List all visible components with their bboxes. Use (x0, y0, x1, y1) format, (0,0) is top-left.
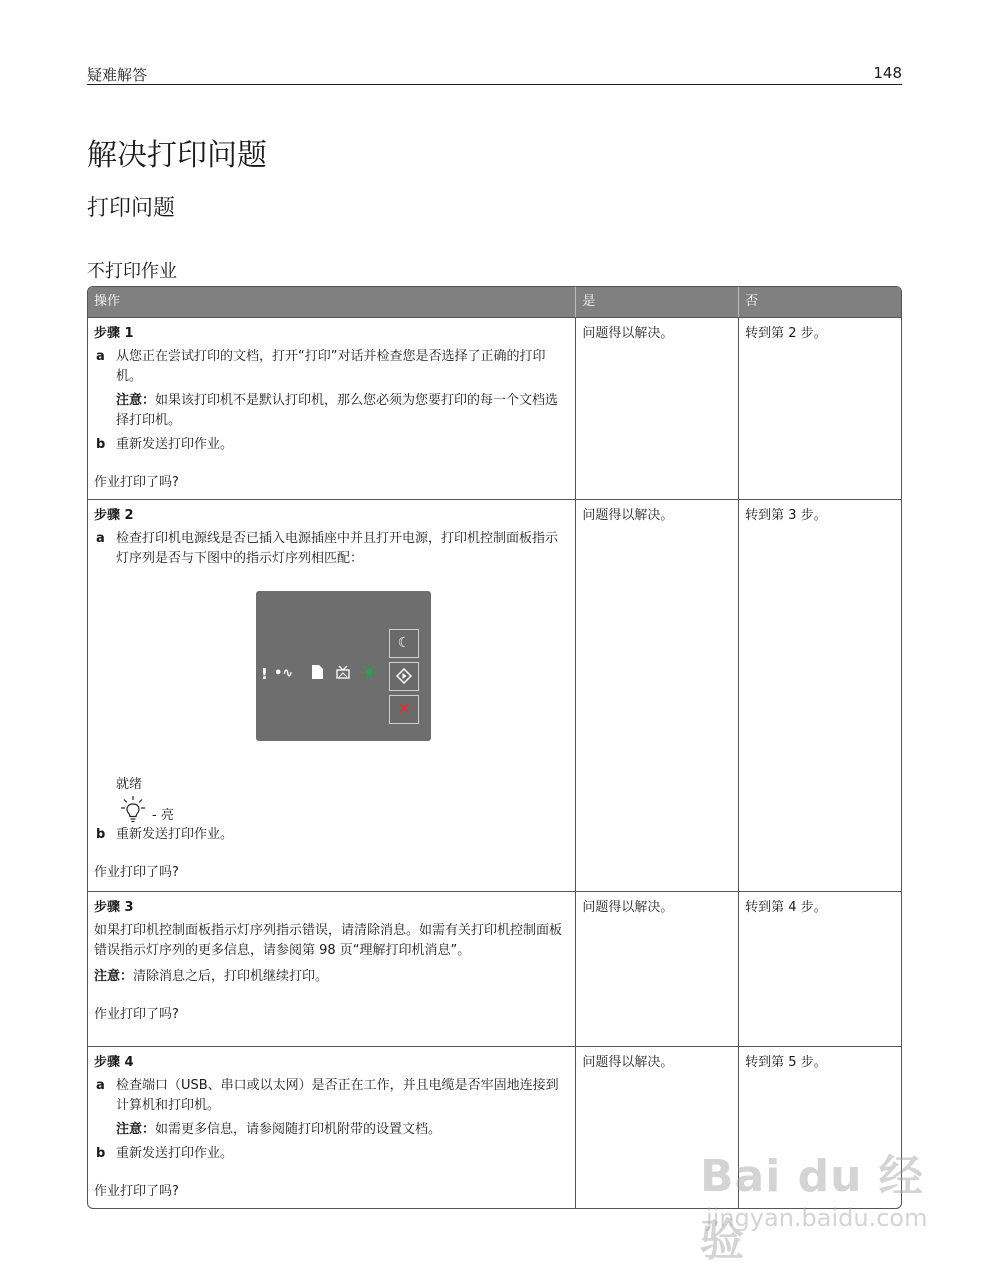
item-letter: b (96, 437, 106, 452)
note-label: 注意： (94, 969, 134, 984)
step-item-a (94, 1076, 569, 1116)
no-cell: 转到第 4 步。 (738, 891, 901, 1046)
watermark-url: jingyan.baidu.com (706, 1204, 928, 1232)
light-on-text: - 亮 (152, 808, 174, 823)
start-diamond-icon (396, 668, 412, 684)
page-title: 解决打印问题 (87, 138, 267, 173)
ready-light-icon (360, 664, 378, 685)
table-row (88, 317, 901, 499)
step-item-a (94, 529, 569, 569)
paper-icon (312, 664, 323, 684)
section-title: 不打印作业 (87, 261, 177, 282)
step-item-b (94, 435, 569, 455)
note-text: 如需更多信息，请参阅随打印机附带的设置文档。 (155, 1122, 442, 1137)
yes-cell: 问题得以解决。 (575, 317, 738, 499)
cancel-button (389, 695, 419, 724)
table-header-row (88, 287, 901, 317)
paper-jam-icon: •∿ (274, 666, 294, 681)
ready-label: 就绪 (116, 777, 143, 792)
watermark-logo: Bai du 经验 (700, 1151, 924, 1266)
printer-control-panel (256, 591, 431, 741)
step-question: 作业打印了吗? (94, 475, 179, 490)
table-row (88, 891, 901, 1046)
table-row (88, 499, 901, 891)
item-text: 重新发送打印作业。 (116, 827, 234, 842)
action-cell (88, 891, 575, 1046)
item-letter: b (96, 827, 106, 842)
step-item-b (94, 1144, 569, 1164)
note-text: 清除消息之后，打印机继续打印。 (133, 969, 329, 984)
yes-cell: 问题得以解决。 (575, 499, 738, 891)
step-note (94, 967, 569, 987)
step-item-b (94, 825, 569, 845)
step-title: 步骤 3 (94, 900, 134, 915)
step-question: 作业打印了吗? (94, 1007, 179, 1022)
header-yes: 是 (575, 287, 738, 317)
step-question: 作业打印了吗? (94, 865, 179, 880)
page-number: 148 (873, 64, 902, 82)
action-cell (88, 1046, 575, 1208)
control-panel-figure (94, 573, 569, 773)
step-question: 作业打印了吗? (94, 1184, 179, 1199)
light-bulb-icon (118, 795, 148, 825)
item-letter: b (96, 1146, 106, 1161)
action-cell (88, 499, 575, 891)
header-no: 否 (738, 287, 901, 317)
action-cell (88, 317, 575, 499)
step-item-a (94, 347, 569, 387)
no-cell: 转到第 3 步。 (738, 499, 901, 891)
troubleshoot-table (87, 286, 902, 1209)
yes-cell: 问题得以解决。 (575, 891, 738, 1046)
start-button (389, 662, 419, 691)
item-letter: a (96, 1078, 105, 1093)
header-action: 操作 (88, 287, 575, 317)
no-cell: 转到第 2 步。 (738, 317, 901, 499)
toner-icon (336, 664, 350, 684)
note-label: 注意： (116, 393, 156, 408)
item-text: 重新发送打印作业。 (116, 437, 234, 452)
exclamation-icon: ! (261, 665, 268, 683)
step-title: 步骤 1 (94, 326, 134, 341)
yes-cell: 问题得以解决。 (575, 1046, 738, 1208)
item-text: 检查端口（USB、串口或以太网）是否正在工作，并且电缆是否牢固地连接到计算机和打印机。 (116, 1078, 559, 1113)
page-subtitle: 打印问题 (87, 196, 176, 221)
step-title: 步骤 4 (94, 1055, 134, 1070)
step-note (94, 391, 569, 431)
page-header (87, 62, 902, 85)
step-title: 步骤 2 (94, 508, 134, 523)
watermark (700, 1140, 940, 1266)
note-label: 注意： (116, 1122, 156, 1137)
item-letter: a (96, 349, 105, 364)
note-text: 如果该打印机不是默认打印机，那么您必须为您要打印的每一个文档选择打印机。 (116, 393, 559, 428)
step-note (94, 1120, 569, 1140)
light-legend (94, 795, 569, 825)
sleep-button (389, 629, 419, 658)
step-text: 如果打印机控制面板指示灯序列指示错误，请清除消息。如需有关打印机控制面板错误指示灯序列的更多信息，请参阅第 98 页“理解打印机消息”。 (94, 923, 563, 958)
item-text: 重新发送打印作业。 (116, 1146, 234, 1161)
cancel-x-icon: ✕ (396, 699, 412, 719)
item-letter: a (96, 531, 105, 546)
item-text: 从您正在尝试打印的文档，打开“打印”对话并检查您是否选择了正确的打印机。 (116, 349, 546, 384)
sleep-moon-icon: ☾ (397, 635, 411, 651)
header-section: 疑难解答 (87, 66, 148, 84)
no-cell: 转到第 5 步。 (738, 1046, 901, 1208)
item-text: 检查打印机电源线是否已插入电源插座中并且打开电源，打印机控制面板指示灯序列是否与下图中的指示灯序列相匹配： (116, 531, 559, 566)
